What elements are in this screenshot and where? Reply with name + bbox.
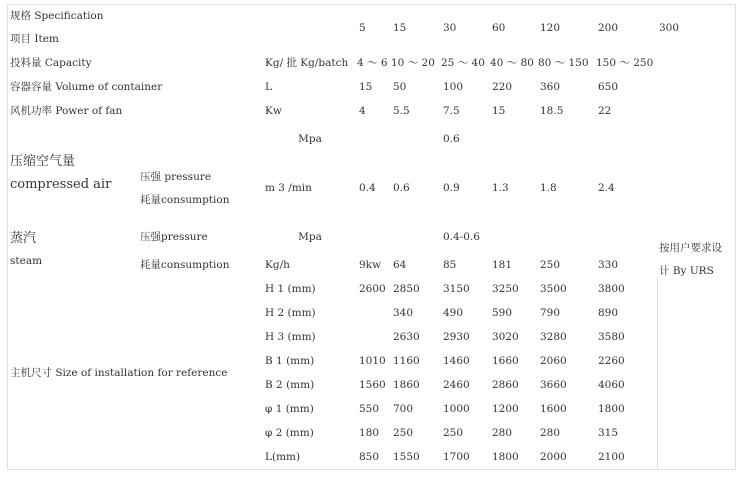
dimension-value: 590 — [490, 301, 539, 326]
air-consumption-value: 1.8 — [538, 155, 597, 223]
dimension-value: 490 — [441, 301, 491, 326]
dimension-value: 3020 — [490, 325, 539, 350]
dimension-name: φ 1 (mm) — [263, 397, 358, 422]
dimension-name: L(mm) — [263, 445, 358, 470]
dimension-value: 1800 — [490, 445, 539, 470]
steam-label — [7, 222, 139, 278]
capacity-value: 4 ～ 6 — [357, 51, 392, 76]
dimension-value: 1860 — [391, 373, 442, 398]
fan-value: 5.5 — [391, 99, 442, 124]
dimension-value: 180 — [357, 421, 392, 446]
fan-label: 风机功率 Power of fan — [7, 99, 264, 124]
steam-consumption-value: 330 — [596, 253, 658, 278]
fan-value: 22 — [596, 99, 658, 124]
air-pressure-value: 0.6 — [441, 123, 658, 156]
dimension-value: 315 — [596, 421, 658, 446]
dimension-value: 2600 — [357, 277, 392, 302]
capacity-unit: Kg/ 批 Kg/batch — [263, 51, 358, 76]
fan-value: 18.5 — [538, 99, 597, 124]
dimension-value: 550 — [357, 397, 392, 422]
air-consumption-unit: m 3 /min — [263, 155, 358, 223]
model-header: 30 — [441, 4, 491, 52]
steam-consumption-value: 64 — [391, 253, 442, 278]
air-blank — [138, 123, 264, 156]
capacity-value: 25 ～ 40 — [441, 51, 491, 76]
dimension-value: 890 — [596, 301, 658, 326]
steam-consumption-value: 250 — [538, 253, 597, 278]
dimension-value: 1000 — [441, 397, 491, 422]
model-header: 5 — [357, 4, 392, 52]
volume-value: 50 — [391, 75, 442, 100]
dimension-value: 2100 — [596, 445, 658, 470]
volume-value: 15 — [357, 75, 392, 100]
steam-pressure-value: 0.4-0.6 — [441, 222, 658, 254]
dimension-value: 340 — [391, 301, 442, 326]
air-sub-labels — [138, 155, 264, 223]
volume-value: 100 — [441, 75, 491, 100]
air-consumption-value: 1.3 — [490, 155, 539, 223]
air-pressure-en: pressure — [164, 170, 212, 183]
capacity-value: 10 ～ 20 — [391, 51, 442, 76]
dimension-value: 2630 — [391, 325, 442, 350]
air-label-cn: 压缩空气量 — [10, 153, 76, 169]
dimension-name: φ 2 (mm) — [263, 421, 358, 446]
fan-unit: Kw — [263, 99, 358, 124]
steam-pressure-cn: 压强 — [140, 231, 161, 243]
dimension-value: 1010 — [357, 349, 392, 374]
air-consumption-cn: 耗量 — [140, 193, 161, 206]
dimension-value: 1600 — [538, 397, 597, 422]
dimension-value: 3800 — [596, 277, 658, 302]
dimension-name: H 2 (mm) — [263, 301, 358, 326]
air-pressure-cn: 压强 — [140, 170, 161, 183]
header-label-cell — [7, 4, 358, 52]
dimension-name: H 1 (mm) — [263, 277, 358, 302]
steam-blank-vals — [357, 222, 442, 254]
air-consumption-value: 0.4 — [357, 155, 392, 223]
dimension-value: 250 — [391, 421, 442, 446]
volume-label: 容器容量 Volume of container — [7, 75, 264, 100]
dimension-value: 1160 — [391, 349, 442, 374]
steam-consumption-value: 85 — [441, 253, 491, 278]
compressed-air-label — [7, 123, 139, 223]
steam-label-cn: 蒸汽 — [10, 230, 37, 246]
dimension-value: 850 — [357, 445, 392, 470]
steam-pressure-label — [138, 222, 264, 254]
installation-label: 主机尺寸 Size of installation for reference — [7, 277, 264, 470]
dimension-value: 700 — [391, 397, 442, 422]
steam-consumption-en: consumption — [161, 258, 230, 271]
dimension-value: 3280 — [538, 325, 597, 350]
model-header: 60 — [490, 4, 539, 52]
volume-value: 220 — [490, 75, 539, 100]
dimension-value: 4060 — [596, 373, 658, 398]
dimension-value: 3580 — [596, 325, 658, 350]
air-pressure-unit: Mpa — [263, 123, 358, 156]
volume-value: 360 — [538, 75, 597, 100]
air-consumption-value: 0.9 — [441, 155, 491, 223]
dimension-value: 2850 — [391, 277, 442, 302]
dimension-value: 2260 — [596, 349, 658, 374]
custom-design-note — [657, 51, 736, 470]
dimension-name: H 3 (mm) — [263, 325, 358, 350]
air-blank-vals — [357, 123, 442, 156]
dimension-value: 3250 — [490, 277, 539, 302]
custom-note-line1: 按用户要求设 — [659, 242, 722, 254]
model-header: 200 — [596, 4, 658, 52]
capacity-value: 40 ～ 80 — [490, 51, 539, 76]
steam-consumption-label — [138, 253, 264, 278]
item-label: 项目 Item — [10, 33, 59, 45]
dimension-value: 2060 — [538, 349, 597, 374]
volume-unit: L — [263, 75, 358, 100]
dimension-value: 2930 — [441, 325, 491, 350]
dimension-value: 2860 — [490, 373, 539, 398]
fan-value: 7.5 — [441, 99, 491, 124]
dimension-value: 280 — [490, 421, 539, 446]
dimension-value: 2000 — [538, 445, 597, 470]
dimension-value: 3500 — [538, 277, 597, 302]
air-consumption-value: 0.6 — [391, 155, 442, 223]
dimension-value: 1660 — [490, 349, 539, 374]
fan-value: 15 — [490, 99, 539, 124]
capacity-value: 80 ～ 150 — [538, 51, 597, 76]
volume-value: 650 — [596, 75, 658, 100]
steam-pressure-unit: Mpa — [263, 222, 358, 254]
air-consumption-value: 2.4 — [596, 155, 658, 223]
dimension-value — [357, 325, 392, 350]
custom-note-line2: 计 By URS — [659, 265, 714, 277]
dimension-value: 3660 — [538, 373, 597, 398]
model-header: 120 — [538, 4, 597, 52]
dimension-value: 1200 — [490, 397, 539, 422]
fan-value: 4 — [357, 99, 392, 124]
dimension-value — [357, 301, 392, 326]
dimension-value: 2460 — [441, 373, 491, 398]
model-header: 15 — [391, 4, 442, 52]
capacity-label: 投料量 Capacity — [7, 51, 264, 76]
dimension-value: 250 — [441, 421, 491, 446]
dimension-value: 280 — [538, 421, 597, 446]
dimension-name: B 1 (mm) — [263, 349, 358, 374]
dimension-value: 1700 — [441, 445, 491, 470]
spec-label: 规格 Specification — [10, 10, 104, 22]
dimension-name: B 2 (mm) — [263, 373, 358, 398]
steam-consumption-value: 181 — [490, 253, 539, 278]
dimension-value: 1460 — [441, 349, 491, 374]
dimension-value: 1560 — [357, 373, 392, 398]
model-header: 300 — [657, 4, 736, 52]
capacity-value: 150 ～ 250 — [596, 51, 658, 76]
air-consumption-en: consumption — [161, 193, 230, 206]
dimension-value: 3150 — [441, 277, 491, 302]
steam-label-en: steam — [10, 254, 43, 267]
steam-consumption-cn: 耗量 — [140, 258, 161, 271]
dimension-value: 1800 — [596, 397, 658, 422]
steam-consumption-unit: Kg/h — [263, 253, 358, 278]
steam-pressure-en: pressure — [161, 231, 208, 243]
dimension-value: 790 — [538, 301, 597, 326]
dimension-value: 1550 — [391, 445, 442, 470]
steam-consumption-value: 9kw — [357, 253, 392, 278]
air-label-en: compressed air — [10, 176, 112, 192]
